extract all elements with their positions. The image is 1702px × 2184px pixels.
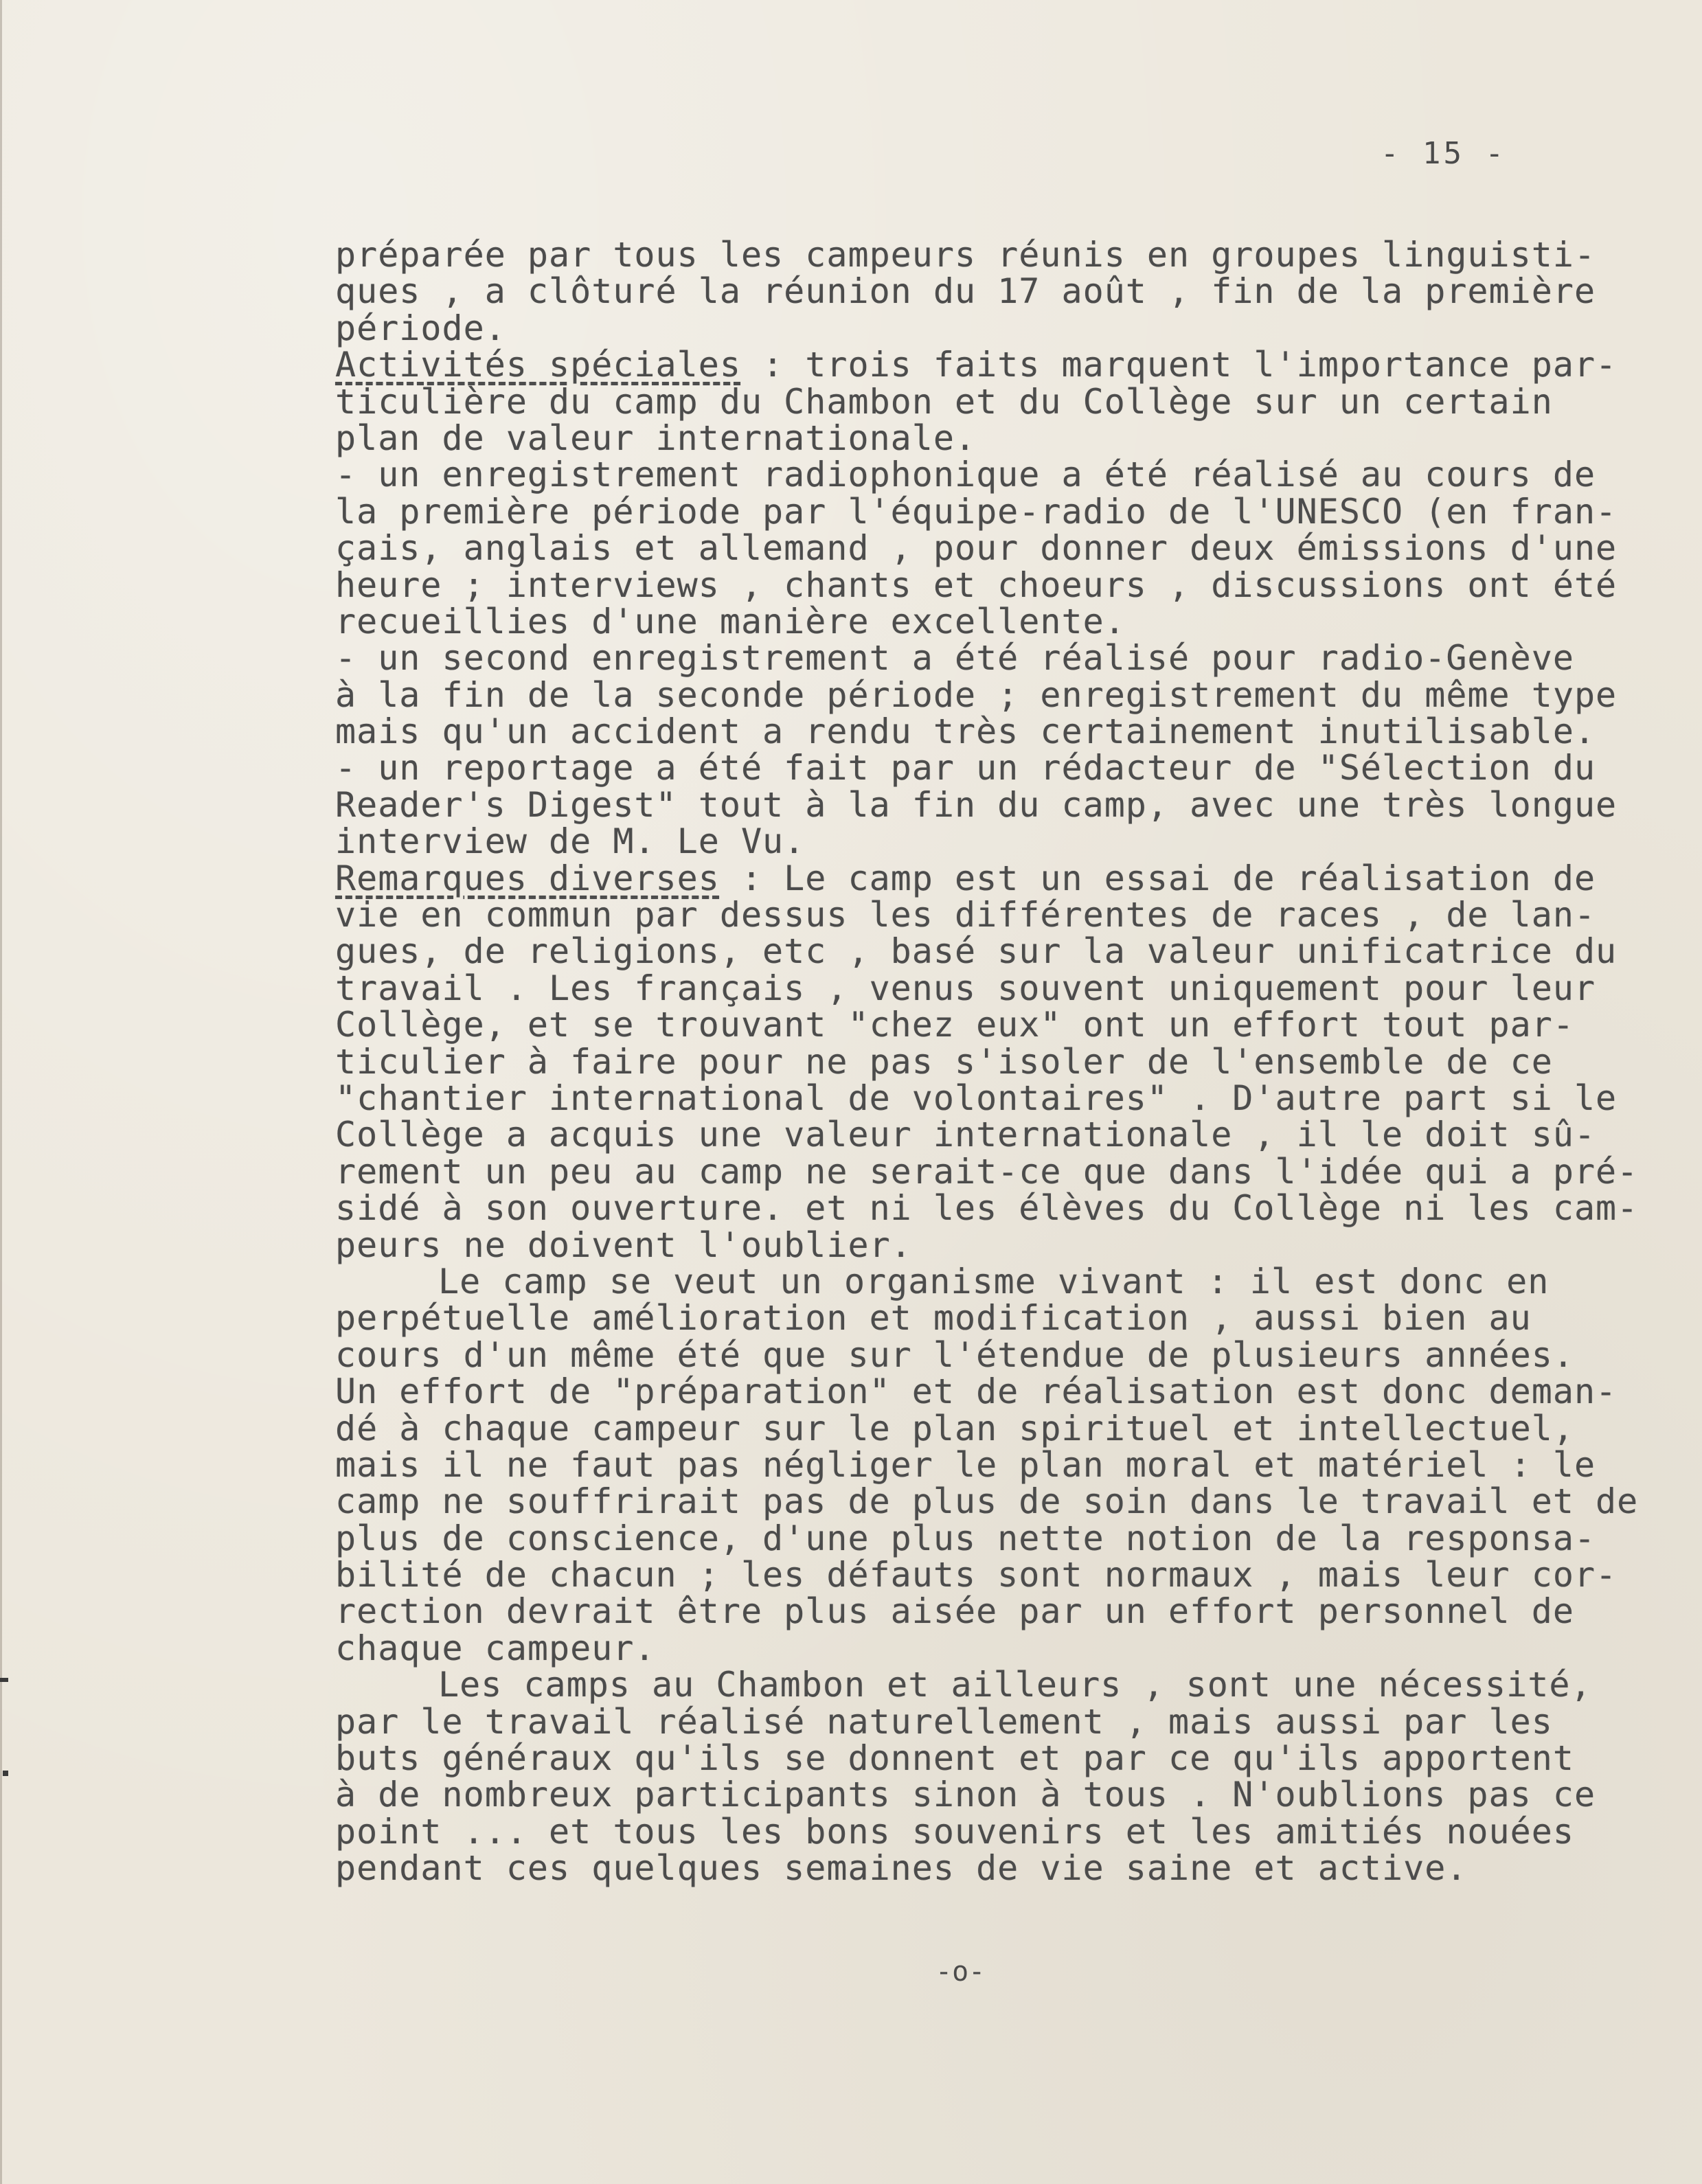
text-line xyxy=(335,1298,1599,1339)
text-line xyxy=(335,237,1599,273)
text-line xyxy=(335,1151,1639,1192)
line-text: - un enregistrement radiophonique a été réalisé au cours de xyxy=(335,455,1596,495)
body-text xyxy=(335,235,1639,1889)
line-text: par le travail réalisé naturellement , mais aussi par les xyxy=(335,1701,1553,1742)
text-line xyxy=(335,1334,1599,1375)
line-text: chaque campeur. xyxy=(335,1628,656,1668)
section-heading: Remarques diverses xyxy=(335,858,720,898)
text-line xyxy=(335,1740,1599,1777)
line-text: Un effort de "préparation" et de réalisation est donc deman- xyxy=(335,1372,1618,1412)
section-heading: Activités spéciales xyxy=(335,345,741,385)
line-text: la première période par l'équipe-radio de l'UNESCO (en fran- xyxy=(335,491,1618,532)
line-text: peurs ne doivent l'oublier. xyxy=(335,1225,912,1265)
text-line xyxy=(335,674,1618,715)
line-text: interview de M. Le Vu. xyxy=(335,821,806,862)
text-line xyxy=(335,1850,1599,1887)
text-line xyxy=(335,750,1599,786)
line-text: perpétuelle amélioration et modification , aussi bien au xyxy=(335,1298,1532,1339)
text-line xyxy=(335,1444,1599,1485)
text-line xyxy=(335,273,1599,310)
line-text: plus de conscience, d'une plus nette notion de la responsa- xyxy=(335,1518,1596,1558)
line-text: : trois faits marquent l'importance par- xyxy=(740,345,1618,385)
text-line xyxy=(335,931,1618,972)
text-line xyxy=(335,823,1599,860)
line-text: heure ; interviews , chants et choeurs , discussions ont été xyxy=(335,565,1618,605)
line-text: çais, anglais et allemand , pour donner deux émissions d'une xyxy=(335,528,1618,569)
line-text: Les camps au Chambon et ailleurs , sont une nécessité, xyxy=(438,1665,1592,1705)
line-text: sidé à son ouverture. et ni les élèves du Collège ni les cam- xyxy=(335,1188,1639,1229)
text-line xyxy=(335,714,1599,750)
line-text: mais il ne faut pas négliger le plan moral et matériel : le xyxy=(335,1444,1596,1485)
text-line xyxy=(335,970,1599,1007)
line-text: Collège, et se trouvant "chez eux" ont un effort tout par- xyxy=(335,1005,1574,1045)
line-text: ques , a clôturé la réunion du 17 août , fin de la première xyxy=(335,271,1596,312)
line-text: : Le camp est un essai de réalisation de xyxy=(719,858,1596,898)
line-text: rement un peu au camp ne serait-ce que dans l'idée qui a pré- xyxy=(335,1151,1639,1192)
line-text: point ... et tous les bons souvenirs et les amitiés nouées xyxy=(335,1811,1574,1852)
line-text: dé à chaque campeur sur le plan spirituel et intellectuel, xyxy=(335,1408,1574,1448)
text-line xyxy=(335,638,1599,679)
text-line xyxy=(335,381,1599,422)
text-line xyxy=(335,1701,1599,1742)
text-line xyxy=(335,784,1618,825)
text-line xyxy=(335,491,1618,532)
margin-mark xyxy=(3,1771,8,1776)
line-text: recueillies d'une manière excellente. xyxy=(335,601,1126,641)
text-line xyxy=(335,1007,1599,1043)
text-line xyxy=(335,1555,1618,1595)
line-text: à la fin de la seconde période ; enregistrement du même type xyxy=(335,674,1618,715)
line-text: vie en commun par dessus les différentes de races , de lan- xyxy=(335,895,1596,935)
text-line xyxy=(335,1518,1599,1558)
text-line xyxy=(335,1117,1599,1153)
line-text: buts généraux qu'ils se donnent et par ce qu'ils apportent xyxy=(335,1738,1574,1779)
text-line xyxy=(335,1408,1599,1448)
line-text: ticulière du camp du Chambon et du Collège sur un certain xyxy=(335,381,1553,422)
line-text: bilité de chacun ; les défauts sont normaux , mais leur cor- xyxy=(335,1555,1618,1595)
line-text: - un reportage a été fait par un rédacteur de "Sélection du xyxy=(335,748,1596,788)
line-text: à de nombreux participants sinon à tous . N'oublions pas ce xyxy=(335,1775,1596,1815)
scan-edge-shadow xyxy=(0,0,2,2184)
end-mark: -o- xyxy=(935,1956,986,1988)
page-number: - 15 - xyxy=(1381,136,1506,171)
text-line xyxy=(335,345,1618,385)
text-line xyxy=(335,1078,1618,1118)
line-text: mais qu'un accident a rendu très certainement inutilisable. xyxy=(335,712,1596,752)
text-line xyxy=(335,1777,1599,1813)
line-text: préparée par tous les campeurs réunis en groupes linguisti- xyxy=(335,235,1596,275)
text-line xyxy=(335,897,1599,933)
line-text: Reader's Digest" tout à la fin du camp, avec une très longue xyxy=(335,784,1618,825)
text-line xyxy=(335,1227,1599,1264)
text-line xyxy=(335,1667,1599,1703)
margin-mark xyxy=(0,1678,8,1682)
text-line xyxy=(335,1261,1599,1301)
line-text: ticulier à faire pour ne pas s'isoler de l'ensemble de ce xyxy=(335,1041,1553,1082)
line-text: Le camp se veut un organisme vivant : il est donc en xyxy=(438,1261,1550,1301)
text-line xyxy=(335,1188,1639,1229)
line-text: travail . Les français , venus souvent uniquement pour leur xyxy=(335,968,1596,1008)
line-text: gues, de religions, etc , basé sur la valeur unificatrice du xyxy=(335,931,1618,972)
text-line xyxy=(335,420,1599,457)
text-line xyxy=(335,1593,1599,1630)
line-text: rection devrait être plus aisée par un effort personnel de xyxy=(335,1591,1574,1632)
text-line xyxy=(335,1481,1639,1522)
text-line xyxy=(335,310,1599,347)
text-line xyxy=(335,1041,1599,1082)
text-line xyxy=(335,528,1618,569)
text-line xyxy=(335,565,1618,605)
line-text: cours d'un même été que sur l'étendue de plusieurs années. xyxy=(335,1334,1574,1375)
text-line xyxy=(335,457,1599,493)
line-text: "chantier international de volontaires" . D'autre part si le xyxy=(335,1078,1618,1118)
line-text: Collège a acquis une valeur internationale , il le doit sû- xyxy=(335,1115,1596,1155)
text-line xyxy=(335,1811,1599,1852)
text-line xyxy=(335,858,1599,898)
line-text: période. xyxy=(335,308,506,348)
text-line xyxy=(335,1372,1618,1412)
text-line xyxy=(335,1630,1599,1667)
text-line xyxy=(335,601,1599,641)
line-text: - un second enregistrement a été réalisé pour radio-Genève xyxy=(335,638,1574,679)
line-text: plan de valeur internationale. xyxy=(335,418,977,458)
line-text: camp ne souffrirait pas de plus de soin dans le travail et de xyxy=(335,1481,1639,1522)
line-text: pendant ces quelques semaines de vie saine et active. xyxy=(335,1848,1468,1889)
